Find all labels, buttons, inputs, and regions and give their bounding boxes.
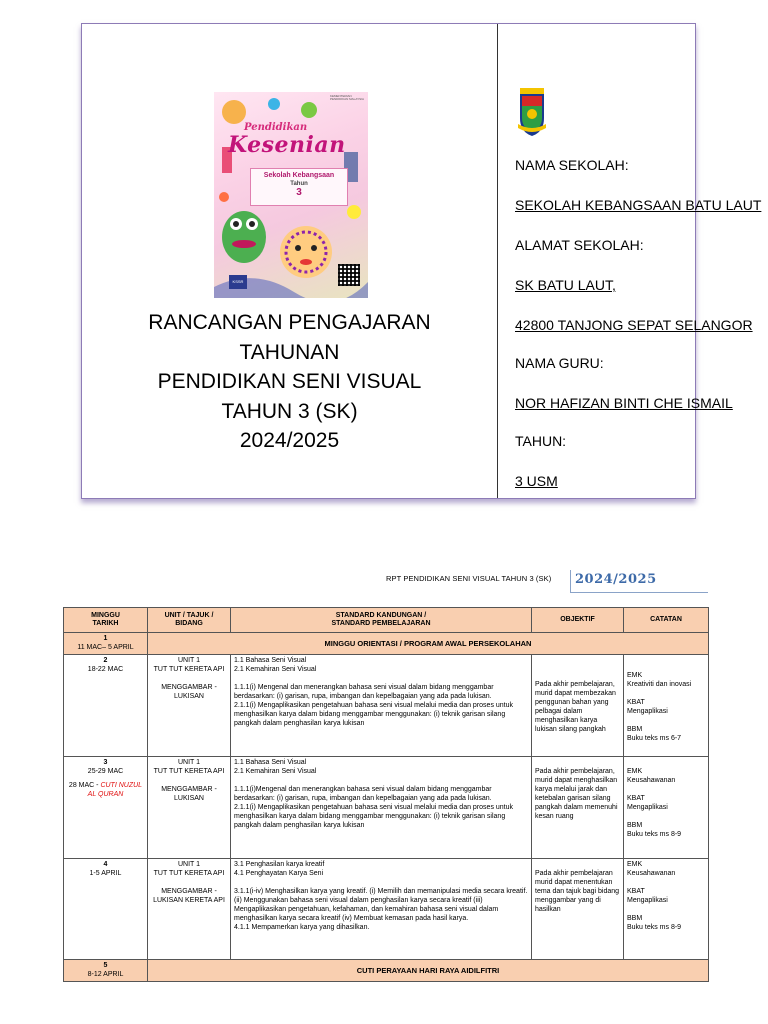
week-number: 4 (103, 861, 108, 868)
school-crest-icon (518, 88, 546, 136)
header-rule (570, 592, 708, 593)
school-address-label: ALAMAT SEKOLAH: (515, 237, 644, 253)
note-kbat: KBAT (627, 795, 645, 802)
unit-topic: TUT TUT KERETA API (153, 666, 225, 673)
teacher-name-label: NAMA GURU: (515, 355, 604, 371)
week-date: 25-29 MAC (87, 768, 124, 775)
orientation-banner: MINGGU ORIENTASI / PROGRAM AWAL PERSEKOLAHAN (148, 633, 709, 655)
col-header-standard (231, 608, 532, 633)
note-emk: EMK (627, 672, 643, 679)
col-header-week (64, 608, 148, 633)
objective-cell (532, 655, 624, 757)
title-line-3: PENDIDIKAN SENI VISUAL (157, 370, 422, 393)
book-subtitle: Sekolah Kebangsaan (263, 172, 335, 179)
school-address-line-2: 42800 TANJONG SEPAT SELANGOR (515, 317, 753, 333)
content-standard-1: 1.1 Bahasa Seni Visual (234, 759, 307, 766)
class-year-label: TAHUN: (515, 433, 567, 449)
notes-cell (624, 859, 709, 960)
col-header-unit-line1: UNIT / TAJUK / (164, 612, 214, 619)
class-year-value: 3 USM (515, 473, 558, 489)
holiday-date: 28 MAC - (68, 782, 99, 789)
note-bbm-value: Buku teks ms 6-7 (627, 735, 682, 742)
page-header-year: 2024/2025 (575, 572, 657, 587)
ministry-logo-text: KEMENTERIAN PENDIDIKAN MALAYSIA (330, 94, 364, 101)
cover-right-panel (498, 24, 762, 498)
teacher-name-value: NOR HAFIZAN BINTI CHE ISMAIL (515, 395, 733, 411)
standard-cell (231, 859, 532, 960)
table-row (64, 655, 709, 757)
note-emk-value: Keusahawanan (627, 870, 676, 877)
note-bbm: BBM (627, 822, 643, 829)
title-line-1: RANCANGAN PENGAJARAN (148, 311, 431, 334)
standard-cell (231, 655, 532, 757)
standard-cell (231, 757, 532, 859)
header-rule-vertical (570, 570, 571, 592)
week-number: 3 (103, 759, 108, 766)
holiday-banner: CUTI PERAYAAN HARI RAYA AIDILFITRI (148, 960, 709, 982)
col-header-week-line1: MINGGU (91, 612, 120, 619)
learning-standard-1: 3.1.1(i-iv) Menghasilkan karya yang kreatif. (i) Memilih dan memanipulasi media secara kreatif. (ii) Menggunakan bahasa seni visual dalam penghasilan karya secara kreatif (iii) Mengaplikasikan pengetahuan, kefahaman, dan kemahiran bahasa seni visual dalam menghasilkan karya secara kreatif (iv) Membuat kemasan pada hasil karya. (234, 888, 528, 922)
note-kbat-value: Mengaplikasi (627, 708, 668, 715)
week-number: 2 (103, 657, 108, 664)
col-header-unit-line2: BIDANG (175, 620, 203, 627)
holiday-name: CUTI NUZUL AL QURAN (87, 782, 143, 798)
learning-standard-2: 2.1.1(i) Mengaplikasikan pengetahuan bahasa seni visual melalui media dan proses untuk menghasilkan karya dalam bidang menggambar menggunakan: (i) teknik garisan silang pangkah dalam penghasilan karya lukisan (234, 804, 514, 829)
content-standard-1: 3.1 Penghasilan karya kreatif (234, 861, 325, 868)
note-kbat: KBAT (627, 888, 645, 895)
table-row (64, 633, 709, 655)
week-cell (64, 960, 148, 982)
table-row (64, 757, 709, 859)
unit-field: MENGGAMBAR -LUKISAN KERETA API (153, 888, 225, 904)
textbook-cover-image (214, 92, 368, 298)
week-cell (64, 655, 148, 757)
book-year-label: Tahun (290, 181, 308, 187)
note-kbat-value: Mengaplikasi (627, 897, 668, 904)
content-standard-2: 4.1 Penghayatan Karya Seni (234, 870, 324, 877)
unit-cell (148, 655, 231, 757)
objective-text: Pada akhir pembelajaran murid dapat menentukan tema dan tajuk bagi bidang menggambar yang di hasilkan (535, 870, 620, 913)
col-header-unit (148, 608, 231, 633)
page-header-text: RPT PENDIDIKAN SENI VISUAL TAHUN 3 (SK) (386, 574, 552, 583)
school-address-line-1: SK BATU LAUT, (515, 277, 616, 293)
book-year-number: 3 (296, 187, 302, 198)
table-row (64, 859, 709, 960)
kssr-badge: KSSR (229, 275, 247, 289)
note-emk: EMK (627, 768, 643, 775)
week-cell (64, 757, 148, 859)
book-title-small: Pendidikan (244, 122, 308, 133)
week-number: 1 (103, 635, 108, 642)
col-header-standard-line1: STANDARD KANDUNGAN / (335, 612, 427, 619)
note-emk: EMK (627, 861, 643, 868)
unit-cell (148, 859, 231, 960)
document-title (82, 308, 497, 456)
content-standard-2: 2.1 Kemahiran Seni Visual (234, 666, 317, 673)
note-emk-value: Keusahawanan (627, 777, 676, 784)
objective-cell (532, 757, 624, 859)
objective-text: Pada akhir pembelajaran, murid dapat menghasilkan karya melalui jarak dan ketebalan garisan silang pangkah dalam memenuhi kesan ruang (535, 768, 618, 820)
learning-standard-2: 2.1.1(i) Mengaplikasikan pengetahuan bahasa seni visual melalui media dan proses untuk menghasilkan karya dalam bidang menggambar menggunakan: (i) teknik garisan silang pangkah dalam penghasilan karya lukisan (234, 702, 514, 727)
title-line-2: TAHUNAN (239, 340, 340, 364)
book-title-large: Kesenian (228, 132, 346, 158)
col-header-notes: CATATAN (624, 608, 709, 633)
note-bbm-value: Buku teks ms 8-9 (627, 831, 682, 838)
objective-text: Pada akhir pembelajaran, murid dapat membezakan penggunan bahan yang pelbagai dalam menghasilkan karya lukisan silang pangkah (535, 681, 616, 733)
col-header-week-line2: TARIKH (92, 620, 119, 627)
rpt-table (63, 607, 709, 982)
unit-label: UNIT 1 (177, 861, 201, 868)
week-cell (64, 633, 148, 655)
content-standard-1: 1.1 Bahasa Seni Visual (234, 657, 307, 664)
qr-code-icon (338, 264, 360, 286)
note-bbm: BBM (627, 915, 643, 922)
week-cell (64, 859, 148, 960)
objective-cell (532, 859, 624, 960)
note-emk-value: Kreativiti dan inovasi (627, 681, 692, 688)
week-date: 1-5 APRIL (89, 870, 122, 877)
week-date: 11 MAC– 5 APRIL (77, 644, 134, 651)
note-kbat-value: Mengaplikasi (627, 804, 668, 811)
col-header-objective: OBJEKTIF (532, 608, 624, 633)
notes-cell (624, 655, 709, 757)
learning-standard-1: 1.1.1(i) Mengenal dan menerangkan bahasa seni visual dalam bidang menggambar berdasarkan: (i) garisan, rupa, imbangan dan kepelbagaian yang ada pada lukisan. (234, 684, 494, 700)
note-bbm-value: Buku teks ms 8-9 (627, 924, 682, 931)
learning-standard-1: 1.1.1(i)Mengenal dan menerangkan bahasa seni visual dalam bidang menggambar berdasarkan: (i) garisan, rupa, imbangan dan kepelbagaian yang ada pada lukisan. (234, 786, 492, 802)
notes-cell (624, 757, 709, 859)
school-name-label: NAMA SEKOLAH: (515, 157, 629, 173)
title-line-5: 2024/2025 (239, 429, 340, 452)
note-bbm: BBM (627, 726, 643, 733)
cover-left-panel (82, 24, 497, 498)
book-subtitle-band (250, 168, 348, 206)
table-header-row (64, 608, 709, 633)
week-date: 18-22 MAC (87, 666, 124, 673)
unit-cell (148, 757, 231, 859)
unit-topic: TUT TUT KERETA API (153, 768, 225, 775)
note-kbat: KBAT (627, 699, 645, 706)
unit-topic: TUT TUT KERETA API (153, 870, 225, 877)
learning-standard-2: 4.1.1 Mempamerkan karya yang dihasilkan. (234, 924, 370, 931)
unit-label: UNIT 1 (177, 759, 201, 766)
title-line-4: TAHUN 3 (SK) (221, 399, 358, 423)
unit-field: MENGGAMBAR -LUKISAN (161, 684, 217, 700)
week-date: 8-12 APRIL (87, 971, 124, 978)
col-header-standard-line2: STANDARD PEMBELAJARAN (331, 620, 431, 627)
cover-box (81, 23, 762, 499)
week-number: 5 (103, 962, 108, 969)
school-name-value: SEKOLAH KEBANGSAAN BATU LAUT (515, 197, 762, 213)
unit-field: MENGGAMBAR -LUKISAN (161, 786, 217, 802)
table-row (64, 960, 709, 982)
content-standard-2: 2.1 Kemahiran Seni Visual (234, 768, 317, 775)
unit-label: UNIT 1 (177, 657, 201, 664)
